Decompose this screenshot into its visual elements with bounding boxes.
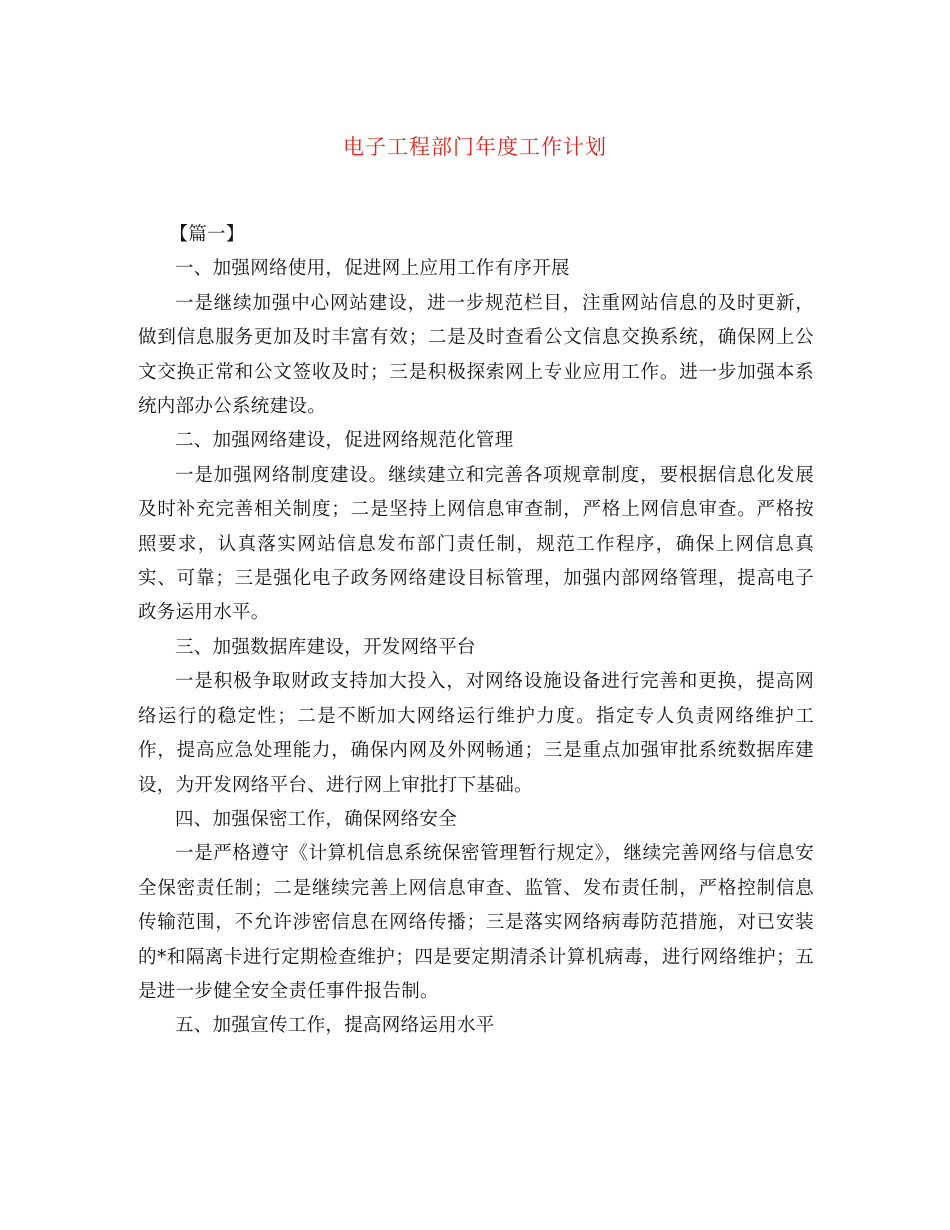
document-body	[138, 218, 814, 1044]
paragraph-3: 一是积极争取财政支持加大投入，对网络设施设备进行完善和更换，提高网络运行的稳定性；二是不断加大网络运行维护力度。指定专人负责网络维护工作，提高应急处理能力，确保内网及外网畅通；三是重点加强审批系统数据库建设，为开发网络平台、进行网上审批打下基础。	[138, 671, 814, 796]
heading-2: 二、加强网络建设，促进网络规范化管理	[175, 430, 514, 452]
paragraph-1: 一是继续加强中心网站建设，进一步规范栏目，注重网站信息的及时更新，做到信息服务更加及时丰富有效；二是及时查看公文信息交换系统，确保网上公文交换正常和公文签收及时；三是积极探索网上专业应用工作。进一步加强本系统内部办公系统建设。	[138, 292, 814, 418]
section-label: 【篇一】	[169, 224, 245, 245]
heading-5: 五、加强宣传工作，提高网络运用水平	[175, 1015, 495, 1037]
paragraph-4: 一是严格遵守《计算机信息系统保密管理暂行规定》，继续完善网络与信息安全保密责任制；二是继续完善上网信息审查、监管、发布责任制，严格控制信息传输范围，不允许涉密信息在网络传播；三是落实网络病毒防范措施，对已安装的*和隔离卡进行定期检查维护；四是要定期清杀计算机病毒，进行网络维护；五是进一步健全安全责任事件报告制。	[138, 843, 814, 1002]
heading-4: 四、加强保密工作，确保网络安全	[175, 808, 458, 830]
heading-1: 一、加强网络使用，促进网上应用工作有序开展	[175, 258, 570, 280]
document-title: 电子工程部门年度工作计划	[343, 135, 607, 159]
heading-3: 三、加强数据库建设，开发网络平台	[175, 636, 476, 658]
paragraph-2: 一是加强网络制度建设。继续建立和完善各项规章制度，要根据信息化发展及时补充完善相关制度；二是坚持上网信息审查制，严格上网信息审查。严格按照要求，认真落实网站信息发布部门责任制，规范工作程序，确保上网信息真实、可靠；三是强化电子政务网络建设目标管理，加强内部网络管理，提高电子政务运用水平。	[138, 464, 814, 624]
